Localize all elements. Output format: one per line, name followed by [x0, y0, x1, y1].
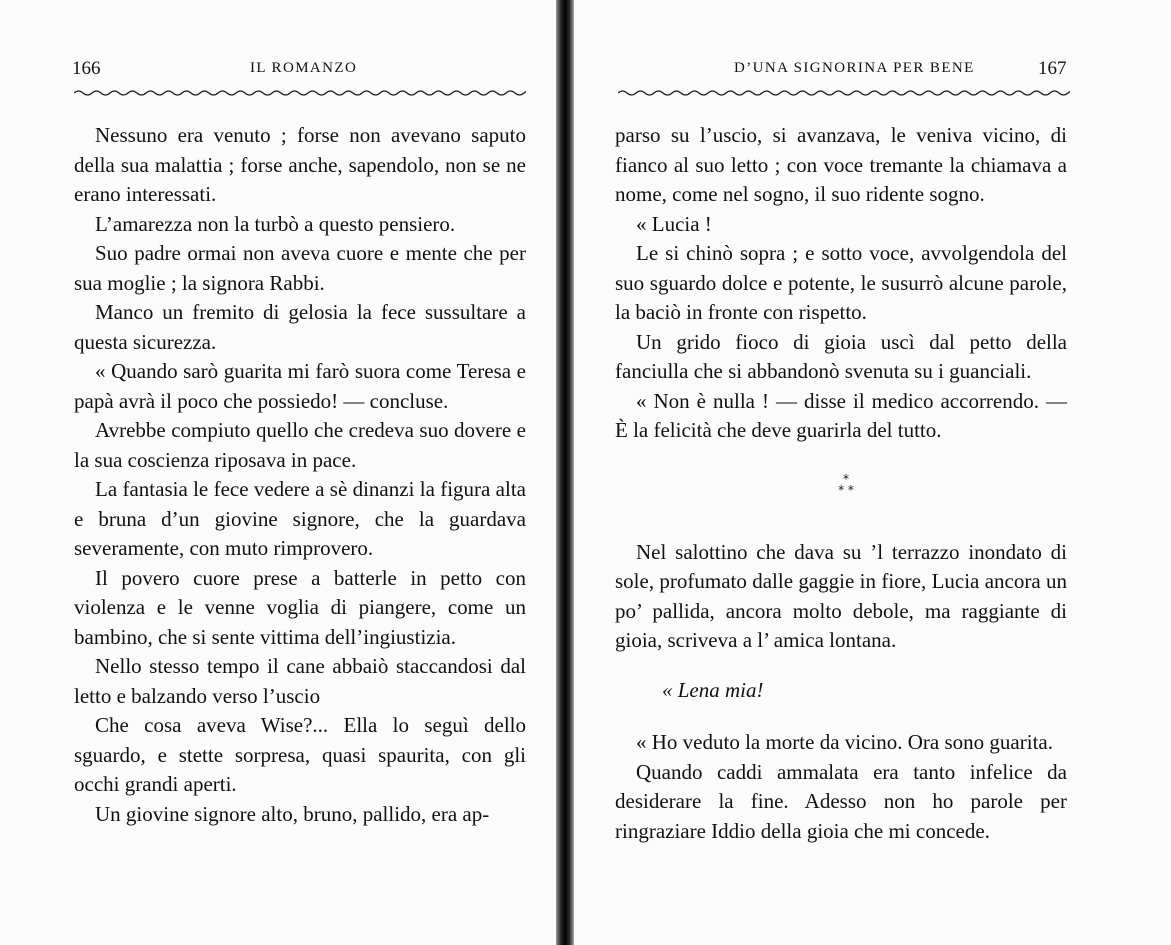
paragraph: Suo padre ormai non aveva cuore e mente che per sua moglie ; la signora Rabbi.: [74, 241, 526, 295]
paragraph: Nel salottino che dava su ’l terrazzo inondato di sole, profumato dalle gaggie in fiore, Lucia ancora un po’ pallida, ancora molto debole, ma raggiante di gioia, scriveva a l’ amica lontana.: [615, 539, 1067, 652]
paragraph: « Lucia !: [636, 211, 712, 236]
right-running-head: D’UNA SIGNORINA PER BENE: [734, 60, 975, 76]
letter-paragraph: « Ho veduto la morte da vicino. Ora sono guarita.: [636, 730, 1053, 754]
letter-paragraph: Quando caddi ammalata era tanto infelice da desiderare la fine. Adesso non ho parole per ringraziare Iddio della gioia che mi concede.: [615, 759, 1067, 843]
section-break-asterism: [625, 446, 1067, 538]
book-gutter: [556, 0, 574, 945]
paragraph: Manco un fremito di gelosia la fece sussultare a questa sicurezza.: [74, 300, 526, 354]
paragraph: Le si chinò sopra ; e sotto voce, avvolgendola del suo sguardo dolce e potente, le susurrò alcune parole, la baciò in fronte con rispetto.: [615, 241, 1067, 324]
paragraph: Nello stesso tempo il cane abbaiò staccandosi dal letto e balzando verso l’uscio: [74, 654, 526, 708]
paragraph: Un giovine signore alto, bruno, pallido, era ap-: [95, 801, 490, 826]
paragraph: La fantasia le fece vedere a sè dinanzi la figura alta e bruna d’un giovine signore, che la guardava severamente, con muto rimprovero.: [74, 477, 526, 560]
paragraph: Che cosa aveva Wise?... Ella lo seguì dello sguardo, e stette sorpresa, quasi spaurita, con gli occhi grandi aperti.: [74, 713, 526, 796]
right-body-text: [615, 121, 1067, 846]
right-page: [574, 0, 1171, 945]
paragraph: Un grido fioco di gioia uscì dal petto della fanciulla che si abbandonò svenuta su i guanciali.: [615, 329, 1067, 383]
paragraph: Il povero cuore prese a batterle in petto con violenza e le venne voglia di piangere, come un bambino, che si sente vittima dell’ingiustizia.: [74, 565, 526, 649]
left-page-number: 166: [72, 58, 101, 79]
right-page-number: 167: [1038, 58, 1067, 79]
paragraph: Avrebbe compiuto quello che credeva suo dovere e la sua coscienza riposava in pace.: [74, 418, 526, 472]
left-running-head: IL ROMANZO: [250, 60, 358, 76]
right-wavy-rule: [618, 86, 1070, 100]
asterism-top: *: [843, 471, 849, 486]
paragraph: L’amarezza non la turbò a questo pensiero.: [95, 211, 456, 236]
left-body-text: [74, 121, 526, 829]
paragraph: Nessuno era venuto ; forse non avevano saputo della sua malattia ; forse anche, sapendolo, non se ne erano interessati.: [74, 123, 526, 206]
asterism-bottom: * *: [838, 482, 854, 497]
letter-greeting: « Lena mia!: [662, 677, 764, 702]
paragraph: parso su l’uscio, si avanzava, le veniva vicino, di fianco al suo letto ; con voce tremante la chiamava a nome, come nel sogno, il suo ridente sogno.: [615, 123, 1067, 206]
paragraph: « Non è nulla ! — disse il medico accorrendo. — È la felicità che deve guarirla del tutto.: [615, 388, 1067, 442]
left-page: [0, 0, 556, 945]
paragraph: « Quando sarò guarita mi farò suora come Teresa e papà avrà il poco che possiedo! — concluse.: [74, 359, 526, 413]
left-wavy-rule: [74, 86, 526, 100]
